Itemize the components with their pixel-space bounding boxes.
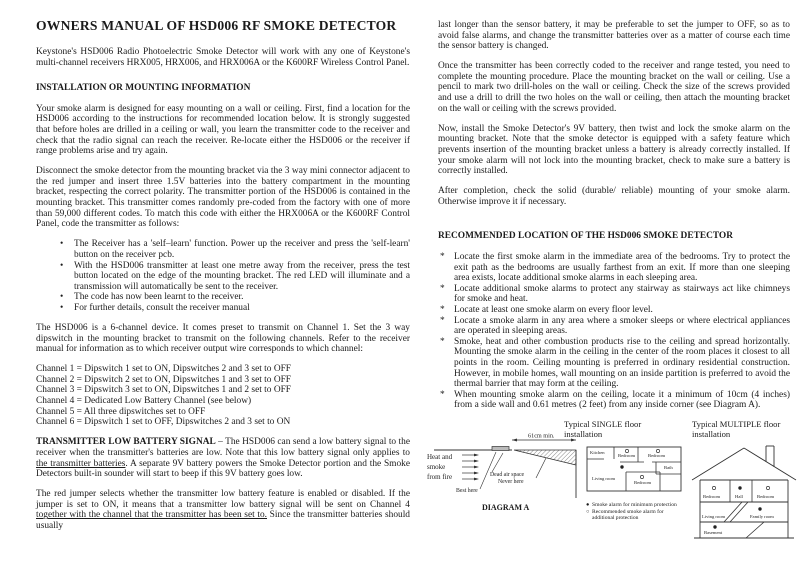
bullet-icon: • bbox=[60, 302, 64, 313]
recommended-alarm-dot bbox=[712, 487, 715, 490]
bullet-icon: • bbox=[60, 239, 64, 250]
recommended-location-heading: RECOMMENDED LOCATION OF THE HSD006 SMOKE DETECTOR bbox=[438, 231, 733, 242]
list-item-text: Smoke, heat and other combustion products rise to the ceiling and spread horizontally. Mounting the smoke alarm in the ceiling in the center of the room places it closest to all points in the room. Ceiling mounting is preferred in ordinary residential construction. However, in mobile homes, wall mounting on an inside partition is preferred to avoid the thermal barrier that may form at the ceiling. bbox=[454, 336, 790, 390]
room-label-living-room: Living room bbox=[702, 514, 726, 520]
diagram-a bbox=[424, 432, 594, 524]
list-item-text: For further details, consult the receiver manual bbox=[74, 302, 250, 313]
list-item-text: Locate at least one smoke alarm on every floor level. bbox=[454, 304, 653, 315]
red-jumper-text: The red jumper selects whether the transmitter low battery feature is enabled or disabled. If the jumper is set to ON, it means that a transmitter low battery signal will be sent on Channel 4 bbox=[36, 489, 410, 510]
red-jumper-text: Since the transmitter batteries should usually bbox=[36, 510, 410, 531]
red-jumper-underlined: together with the channel that the transmitter has been set to. bbox=[36, 510, 268, 521]
recommended-alarm-dot bbox=[766, 487, 769, 490]
room-label-basement: Basement bbox=[704, 530, 723, 536]
diagram-a-best-here-label: Best here bbox=[456, 488, 478, 495]
room-label-family-room: Family room bbox=[750, 514, 774, 520]
list-item-text: The Receiver has a 'self–learn' function. Power up the receiver and press the 'self-learn' button on the receiver pcb. bbox=[74, 239, 410, 260]
mounting-paragraph: Once the transmitter has been correctly coded to the receiver and range tested, you need to complete the mounting procedure. Place the mounting bracket on the wall or ceiling. Use a pencil to mark two drill-holes on the wall or ceiling. Check the size of the screws provided and use a drill to drill the two holes on the wall or ceiling, then attach the mounting bracket on the wall or ceiling with the screws provided. bbox=[438, 61, 790, 114]
low-battery-paragraph bbox=[36, 437, 410, 479]
room-label-living-room: Living room bbox=[592, 476, 616, 482]
list-item bbox=[36, 303, 410, 314]
minimum-alarm-dot bbox=[713, 526, 716, 529]
disconnect-paragraph: Disconnect the smoke detector from the mounting bracket via the 3 way mini connector adjacent to the red jumper and insert three 1.5V batteries into the battery compartment in the mounting bracket, respecting the correct polarity. The transmitter portion of the HSD006 is contained in the mounting bracket. This transmitter comes randomly pre-coded from the factory with one of more than 59,000 different codes. To match this code with either the HRX006A or the K600RF Control Panel, code the transmitter as follows: bbox=[36, 166, 410, 230]
asterisk-icon: * bbox=[440, 389, 445, 400]
asterisk-icon: * bbox=[440, 336, 445, 347]
list-item bbox=[36, 292, 410, 303]
room-label-bath: Bath bbox=[664, 465, 673, 471]
filled-dot-icon: ● bbox=[586, 502, 590, 508]
minimum-alarm-dot bbox=[738, 487, 741, 490]
single-floor-diagram bbox=[586, 446, 682, 521]
list-item bbox=[438, 252, 790, 284]
multi-floor-title: Typical MULTIPLE floor installation bbox=[692, 419, 781, 439]
single-floor-plan bbox=[586, 446, 682, 496]
diagram-a-dead-air-label-1: Dead air space bbox=[490, 472, 525, 479]
room-label-bedroom-1: Bedroom bbox=[618, 453, 636, 459]
multi-floor-house bbox=[688, 438, 800, 556]
room-label-bedroom-left: Bedroom bbox=[703, 494, 721, 500]
room-label-kitchen: Kitchen bbox=[590, 450, 605, 456]
multi-floor-diagram bbox=[688, 438, 800, 560]
red-jumper-paragraph bbox=[36, 489, 410, 531]
minimum-alarm-dot bbox=[620, 466, 623, 469]
location-paragraph: Your smoke alarm is designed for easy mounting on a wall or ceiling. First, find a location for the HSD006 according to the instructions for recommended location below. It is strongly suggested that before holes are drilled in a ceiling or wall, you learn the transmitter code to the receiver and check that the radio signal can reach the receiver. Re-locate either the HSD006 or the receiver if range problems arise and try again. bbox=[36, 103, 410, 157]
low-battery-text: . A separate 9V battery powers the Smoke Detector portion and the Smoke Detectors built-in sounder will start to beep if this 9V battery goes low. bbox=[36, 458, 411, 480]
document-title: OWNERS MANUAL OF HSD006 RF SMOKE DETECTOR bbox=[36, 18, 397, 33]
list-item bbox=[438, 316, 790, 337]
list-item-text: With the HSD006 transmitter at least one metre away from the receiver, press the test button located on the edge of the mounting bracket. The red LED will illuminate and a transmission will automatically be sent to the receiver. bbox=[74, 260, 410, 292]
list-item bbox=[438, 337, 790, 390]
list-item bbox=[36, 261, 410, 293]
low-battery-underlined: the transmitter batteries bbox=[36, 458, 126, 469]
asterisk-icon: * bbox=[440, 315, 445, 326]
floor-plan-legend bbox=[586, 502, 682, 522]
channel-row: Channel 6 = Dipswitch 1 set to OFF, Dipswitches 2 and 3 set to ON bbox=[36, 417, 291, 428]
diagram-a-dead-air-label-2: Never here bbox=[498, 479, 524, 486]
channel-table bbox=[36, 364, 410, 428]
list-item bbox=[438, 390, 790, 411]
installation-heading: INSTALLATION OR MOUNTING INFORMATION bbox=[36, 83, 251, 94]
room-label-bedroom-2: Bedroom bbox=[648, 453, 666, 459]
install-battery-paragraph: Now, install the Smoke Detector's 9V battery, then twist and lock the smoke alarm on the mounting bracket. Note that the smoke detector is equipped with a safety feature which prevents insertion of the mounting bracket unless a battery is already correctly installed. If your smoke alarm will not lock into the mounting bracket, check to make sure a battery is correctly installed. bbox=[438, 123, 790, 177]
list-item bbox=[36, 239, 410, 260]
jumper-continued-paragraph: last longer than the sensor battery, it may be preferable to set the jumper to OFF, so as to avoid false alarms, and change the transmitter batteries over as a matter of course each time the sensor battery is changed. bbox=[438, 20, 790, 52]
asterisk-icon: * bbox=[440, 283, 445, 294]
list-item bbox=[438, 284, 790, 305]
legend-item-recommended bbox=[586, 509, 682, 522]
completion-paragraph: After completion, check the solid (durable/ reliable) mounting of your smoke alarm. Otherwise improve it if necessary. bbox=[438, 186, 790, 207]
intro-paragraph: Keystone's HSD006 Radio Photoelectric Smoke Detector will work with any one of Keystone's multi-channel receivers HRX005, HRX006, and HRX006A or the K600RF Wireless Control Panel. bbox=[36, 47, 410, 68]
channel-row: Channel 5 = All three dipswitches set to OFF bbox=[36, 406, 206, 417]
page-right bbox=[410, 0, 808, 552]
bullet-icon: • bbox=[60, 292, 64, 303]
asterisk-icon: * bbox=[440, 252, 445, 262]
list-item-text: The code has now been learnt to the receiver. bbox=[74, 292, 244, 303]
legend-text: Recommended smoke alarm for additional protection bbox=[592, 508, 664, 522]
list-item-text: Locate a smoke alarm in any area where a smoker sleeps or where electrical appliances are operated in sleeping areas. bbox=[454, 315, 790, 337]
diagram-a-heat-label-3: from fire bbox=[427, 473, 453, 482]
diagram-a-heat-label-1: Heat and bbox=[427, 453, 453, 462]
list-item bbox=[438, 305, 790, 316]
channel-row: Channel 4 = Dedicated Low Battery Channel (see below) bbox=[36, 396, 252, 407]
asterisk-icon: * bbox=[440, 304, 445, 315]
list-item-text: Locate the first smoke alarm in the immediate area of the bedrooms. Try to protect the exit path as the bedrooms are usually farthest from an exit. If more than one sleeping area exists, locate additional smoke alarms in each sleeping area. bbox=[454, 252, 790, 284]
diagram-a-caption: DIAGRAM A bbox=[482, 503, 530, 513]
channel-row: Channel 1 = Dipswitch 1 set to ON, Dipswitches 2 and 3 set to OFF bbox=[36, 364, 292, 375]
low-battery-heading: TRANSMITTER LOW BATTERY SIGNAL bbox=[36, 437, 216, 448]
room-label-bedroom-right: Bedroom bbox=[757, 494, 775, 500]
page-left bbox=[0, 0, 410, 552]
location-guidelines-list bbox=[438, 252, 790, 411]
diagram-a-dimension-label: 61cm min. bbox=[528, 432, 555, 440]
list-item-text: When mounting smoke alarm on the ceiling, locate it a minimum of 10cm (4 inches) from a side wall and 0.61 metres (2 feet) from any inside corner (see Diagram A). bbox=[454, 389, 790, 411]
legend-text: Smoke alarm for minimum protection bbox=[592, 502, 677, 508]
recommended-alarm-dot bbox=[640, 476, 643, 479]
list-item-text: Locate additional smoke alarms to protect any stairway as stairways act like chimneys for smoke and heat. bbox=[454, 283, 790, 305]
diagram-a-heat-label-2: smoke bbox=[427, 463, 446, 472]
low-battery-text: – The HSD006 can send a low battery signal to the receiver when the transmitter's batteries are low. Note that this low battery signal only applies to bbox=[36, 437, 410, 458]
diagram-a-drawing bbox=[424, 432, 594, 520]
room-label-bedroom-3: Bedroom bbox=[634, 480, 652, 486]
channel-row: Channel 3 = Dipswitch 3 set to ON, Dipswitches 1 and 2 set to OFF bbox=[36, 385, 292, 396]
coding-steps-list bbox=[36, 239, 410, 313]
single-floor-title: Typical SINGLE floor installation bbox=[564, 419, 642, 439]
open-dot-icon: ○ bbox=[586, 508, 590, 515]
legend-item-minimum bbox=[586, 502, 682, 509]
channel-intro-paragraph: The HSD006 is a 6-channel device. It comes preset to transmit on Channel 1. Set the 3 way dipswitch in the mounting bracket to transmit on the following channels. Refer to the receiver manual for information as to which receiver output wire corresponds to which channel: bbox=[36, 322, 410, 355]
bullet-icon: • bbox=[60, 260, 64, 271]
channel-row: Channel 2 = Dipswitch 2 set to ON, Dipswitches 1 and 3 set to OFF bbox=[36, 374, 292, 385]
room-label-hall: Hall bbox=[735, 494, 743, 500]
minimum-alarm-dot bbox=[758, 508, 761, 511]
